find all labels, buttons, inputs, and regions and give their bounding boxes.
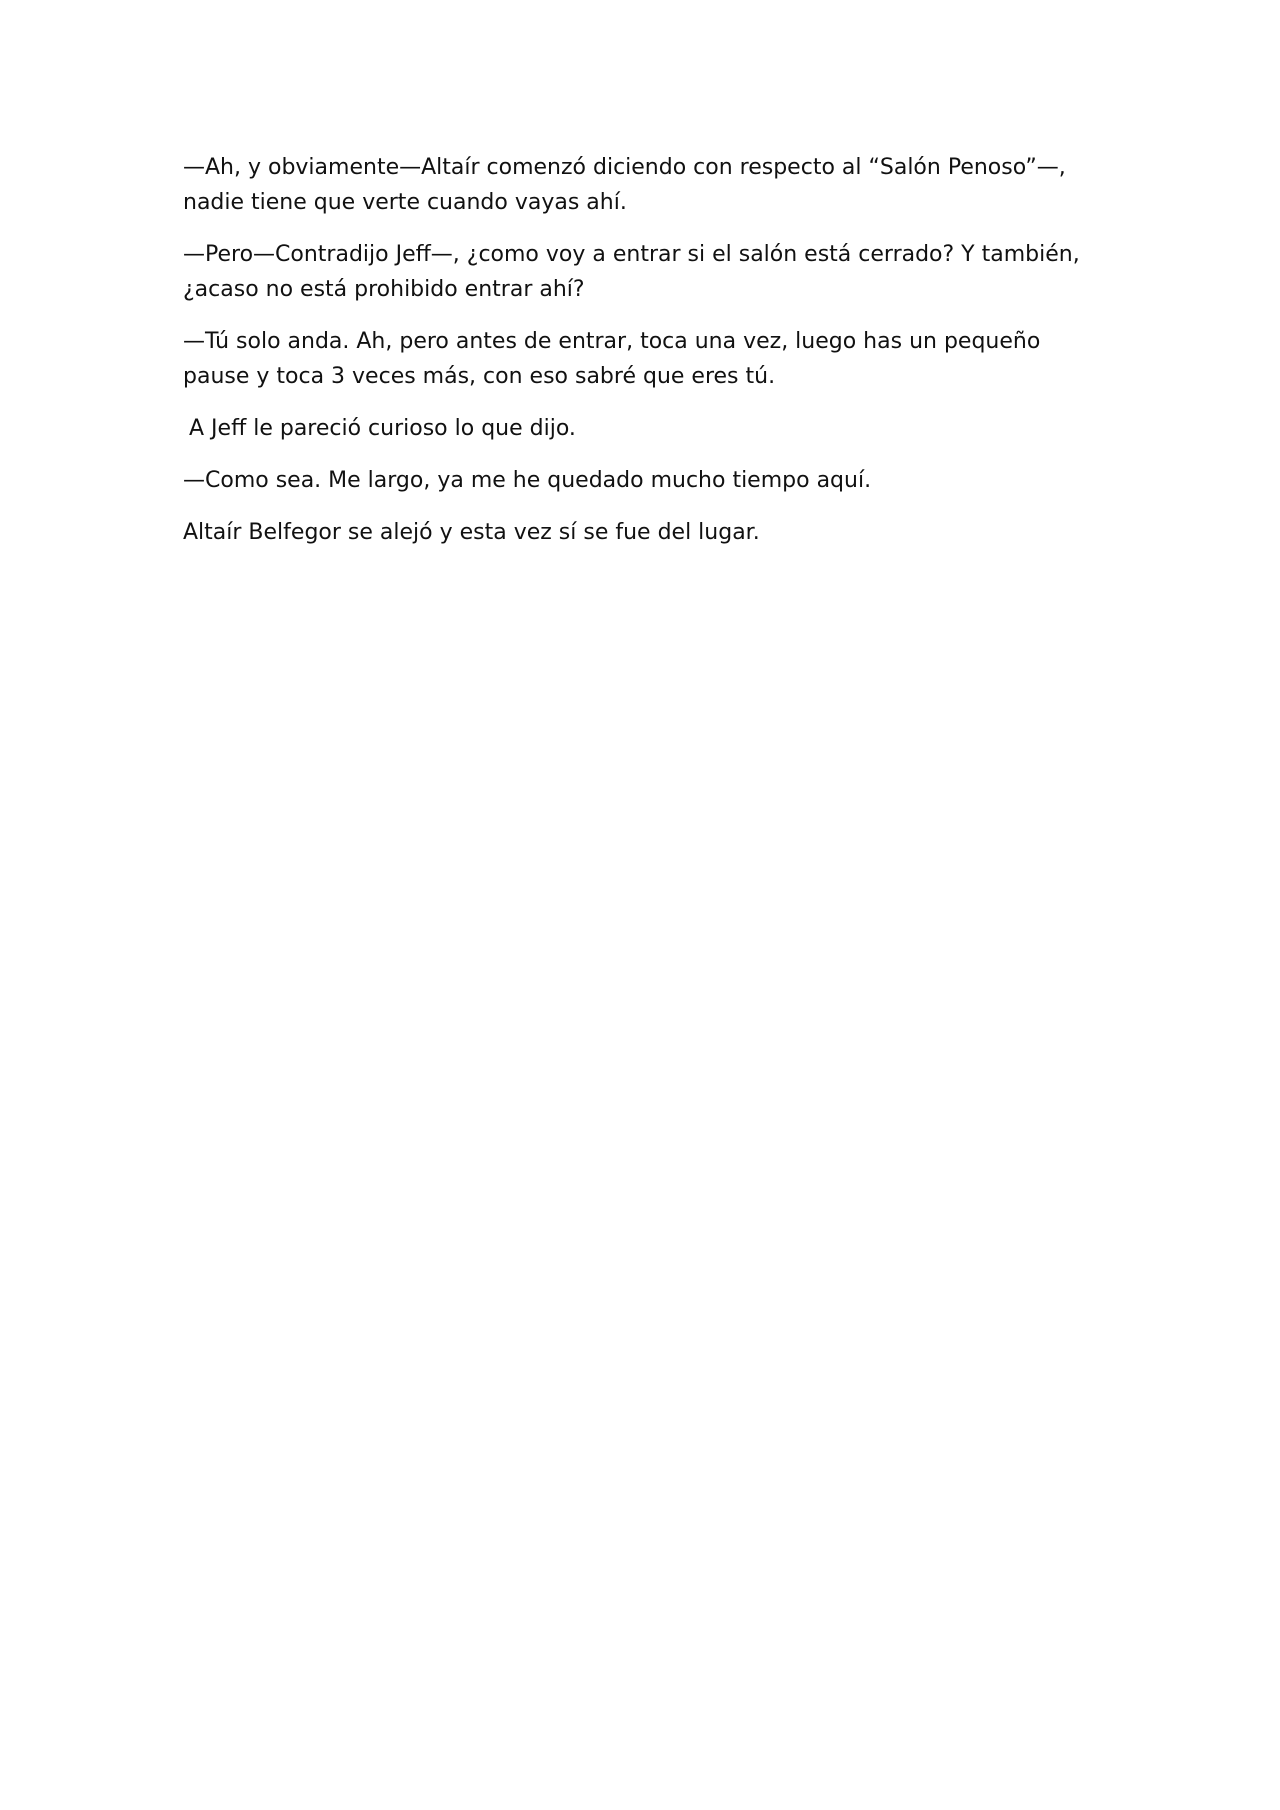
paragraph-6: Altaír Belfegor se alejó y esta vez sí se fue del lugar. bbox=[183, 520, 760, 545]
paragraph-1: —Ah, y obviamente—Altaír comenzó diciendo con respecto al “Salón Penoso”—, nadie tiene que verte cuando vayas ahí. bbox=[183, 155, 1066, 215]
paragraph-4: A Jeff le pareció curioso lo que dijo. bbox=[189, 416, 576, 441]
paragraph-2: —Pero—Contradijo Jeff—, ¿como voy a entrar si el salón está cerrado? Y también, ¿acaso no está prohibido entrar ahí? bbox=[183, 242, 1080, 302]
paragraph-3: —Tú solo anda. Ah, pero antes de entrar, toca una vez, luego has un pequeño pause y toca 3 veces más, con eso sabré que eres tú. bbox=[183, 329, 1041, 389]
paragraph-5: —Como sea. Me largo, ya me he quedado mucho tiempo aquí. bbox=[183, 468, 872, 493]
document-body bbox=[183, 150, 1113, 567]
